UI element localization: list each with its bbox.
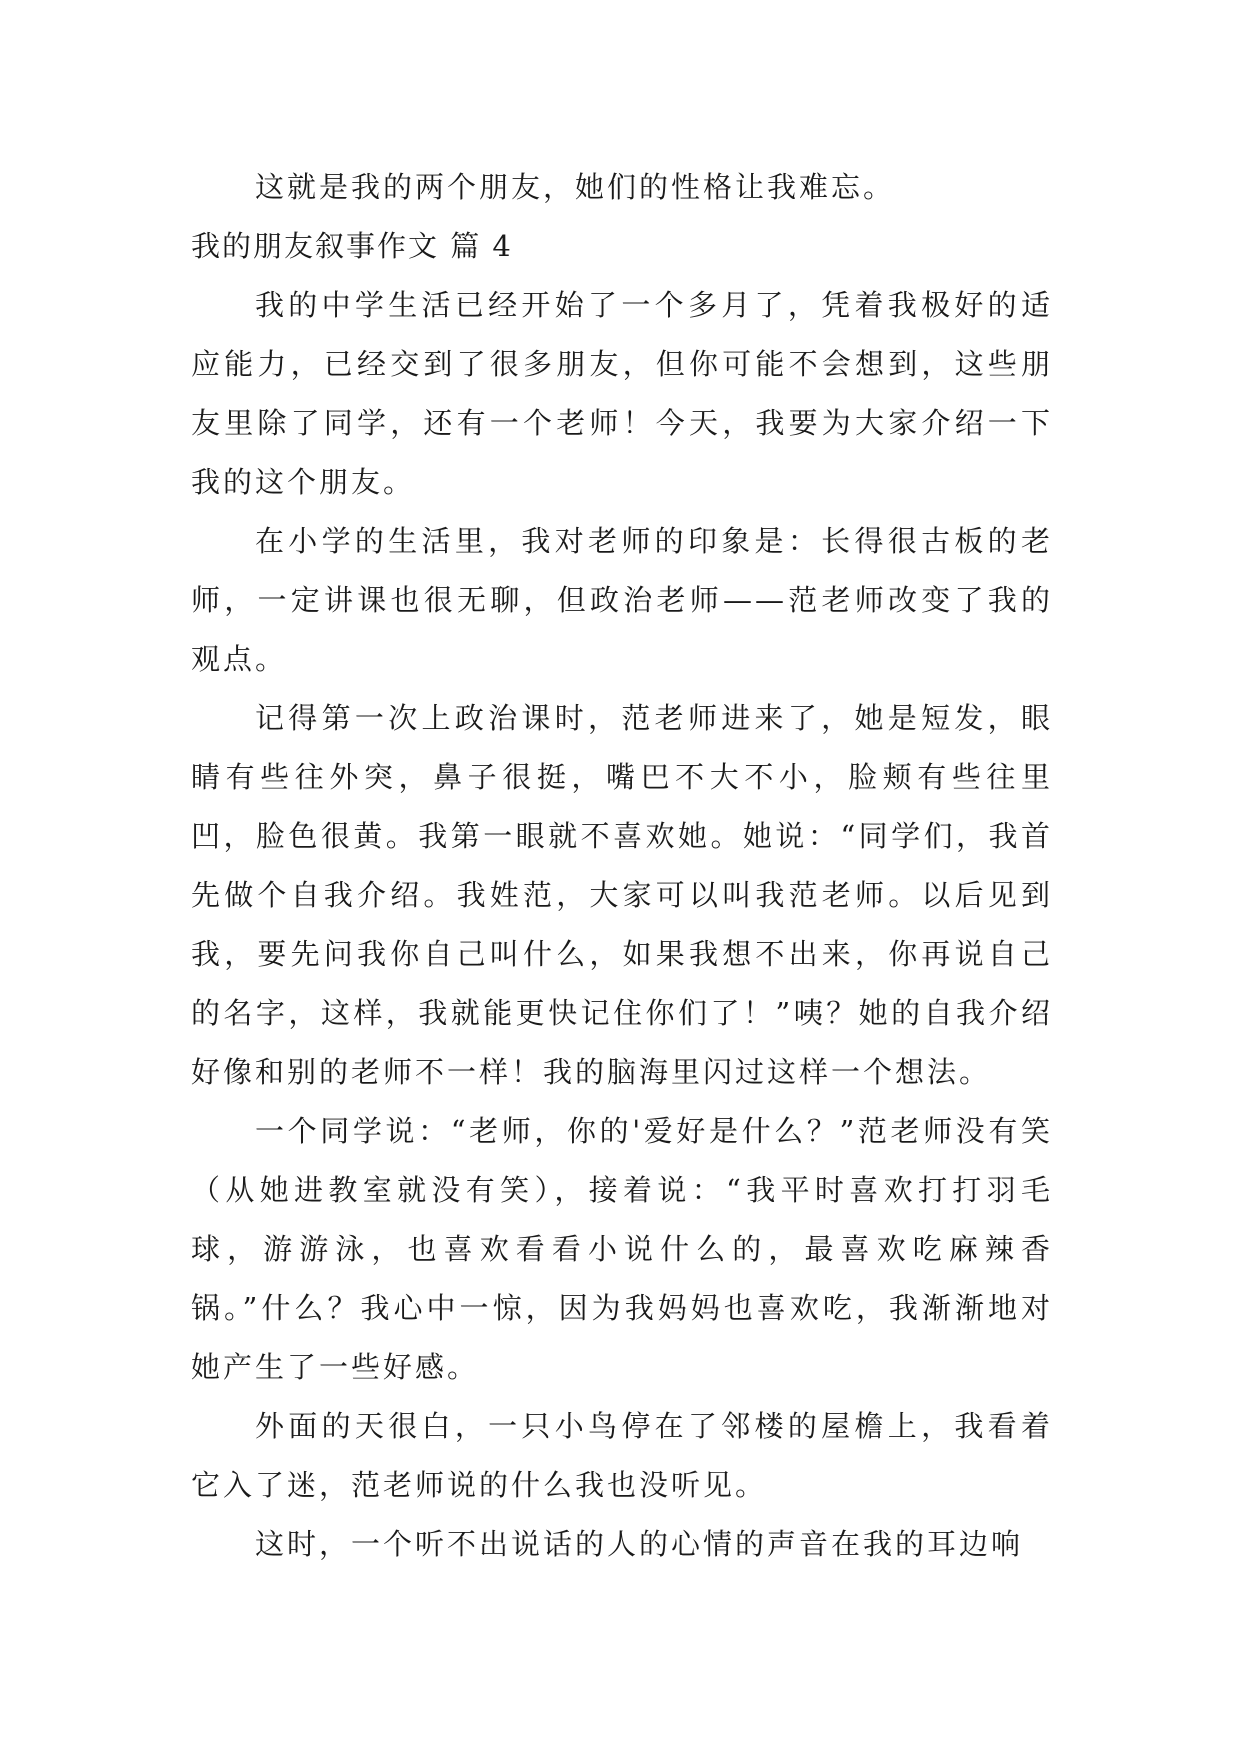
paragraph-3: 记得第一次上政治课时，范老师进来了，她是短发，眼睛有些往外突，鼻子很挺，嘴巴不大不小，脸颊有些往里凹，脸色很黄。我第一眼就不喜欢她。她说：“同学们，我首先做个自我介绍。我姓范，大家可以叫我范老师。以后见到我，要先问我你自己叫什么，如果我想不出来，你再说自己的名字，这样，我就能更快记住你们了！”咦？她的自我介绍好像和别的老师不一样！我的脑海里闪过这样一个想法。 [191,701,1053,1089]
intro-paragraph: 这就是我的两个朋友，她们的性格让我难忘。 [255,170,896,204]
paragraph-5: 外面的天很白，一只小鸟停在了邻楼的屋檐上，我看着它入了迷，范老师说的什么我也没听见。 [191,1409,1053,1502]
paragraph-6: 这时，一个听不出说话的人的心情的声音在我的耳边响 [255,1527,1024,1561]
paragraph-2: 在小学的生活里，我对老师的印象是：长得很古板的老师，一定讲课也很无聊，但政治老师——范老师改变了我的观点。 [191,524,1053,676]
section-heading: 我的朋友叙事作文 篇 4 [191,229,513,263]
paragraph-4: 一个同学说：“老师，你的'爱好是什么？”范老师没有笑（从她进教室就没有笑），接着说：“我平时喜欢打打羽毛球，游游泳，也喜欢看看小说什么的，最喜欢吃麻辣香锅。”什么？我心中一惊，因为我妈妈也喜欢吃，我渐渐地对她产生了一些好感。 [191,1114,1053,1384]
paragraph-1: 我的中学生活已经开始了一个多月了，凭着我极好的适应能力，已经交到了很多朋友，但你可能不会想到，这些朋友里除了同学，还有一个老师！今天，我要为大家介绍一下我的这个朋友。 [191,288,1053,499]
article-body [191,158,1053,1574]
